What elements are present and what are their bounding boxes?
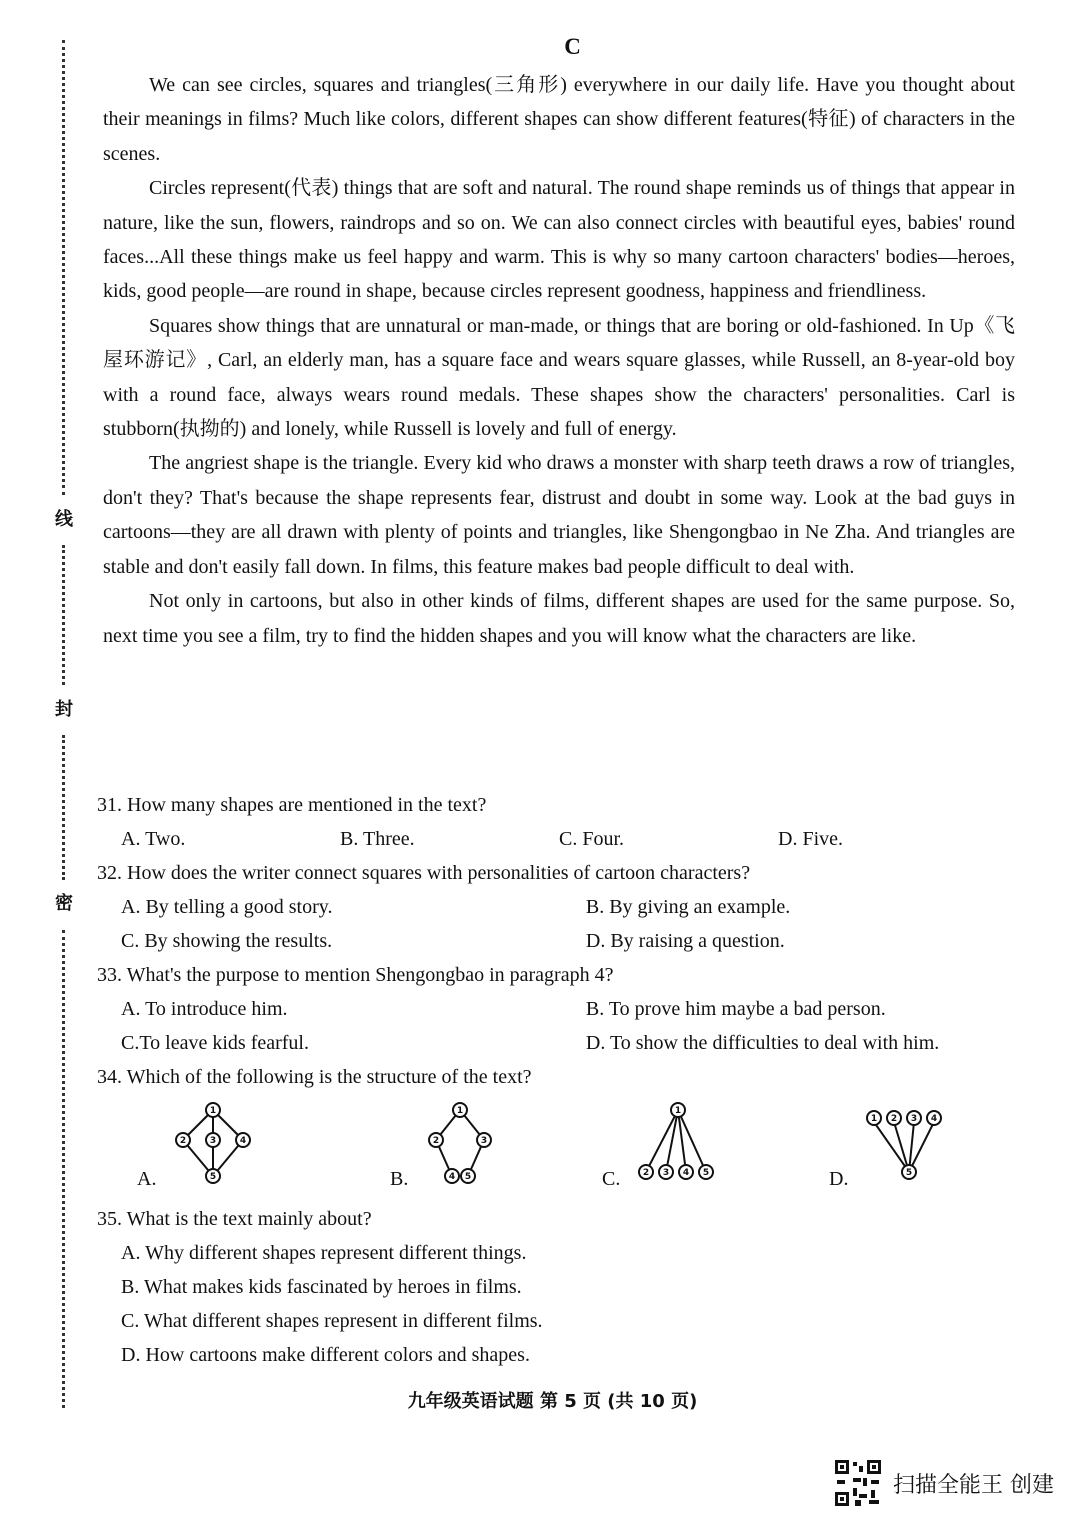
binding-dotted-line <box>62 40 65 495</box>
binding-dotted-line <box>62 930 65 1408</box>
option-a: A. <box>137 1168 157 1190</box>
svg-text:1: 1 <box>674 1106 682 1116</box>
option-a: A. By telling a good story. <box>121 896 333 918</box>
option-b: B. <box>390 1168 409 1190</box>
option-b: B. Three. <box>340 828 415 850</box>
question-stem: 35. What is the text mainly about? <box>97 1208 372 1230</box>
svg-text:5: 5 <box>464 1172 472 1182</box>
svg-text:4: 4 <box>682 1168 690 1178</box>
binding-dotted-line <box>62 735 65 880</box>
binding-mark-mi: 密 <box>52 892 76 916</box>
binding-mark-xian: 线 <box>52 508 76 532</box>
svg-text:3: 3 <box>910 1114 918 1124</box>
diagram-d <box>829 1096 989 1200</box>
svg-text:5: 5 <box>905 1168 913 1178</box>
passage-paragraph: We can see circles, squares and triangles(三角形) everywhere in our daily life. Have you thought about their meanings in films? Much like colors, different shapes can show different features(特征) of characters in the scenes. <box>103 74 1015 165</box>
svg-text:2: 2 <box>432 1136 440 1146</box>
option-b: B. What makes kids fascinated by heroes in films. <box>121 1276 522 1298</box>
svg-text:2: 2 <box>890 1114 898 1124</box>
diagram-a <box>137 1096 277 1200</box>
option-d: D. By raising a question. <box>585 930 785 952</box>
diagram-c-graph <box>602 1096 742 1200</box>
diagram-b-graph <box>390 1096 530 1200</box>
svg-text:4: 4 <box>448 1172 456 1182</box>
binding-mark-feng: 封 <box>52 698 76 722</box>
svg-text:1: 1 <box>870 1114 878 1124</box>
page-footer: 九年级英语试题 第 5 页 (共 10 页) <box>407 1391 698 1412</box>
option-c: C. Four. <box>559 828 625 850</box>
option-c: C. <box>602 1168 621 1190</box>
option-d: D. How cartoons make different colors and shapes. <box>121 1344 530 1366</box>
option-d: D. To show the difficulties to deal with him. <box>585 1032 940 1054</box>
question-stem: 33. What's the purpose to mention Shengongbao in paragraph 4? <box>97 964 614 986</box>
diagram-a-graph <box>137 1096 277 1200</box>
option-list <box>97 822 1015 856</box>
passage-paragraph: Circles represent(代表) things that are soft and natural. The round shape reminds us of things that appear in nature, like the sun, flowers, raindrops and so on. We can also connect circles with beautiful eyes, babies' round faces...All these things make us feel happy and warm. This is why so many cartoon characters' bodies—heroes, kids, good people—are round in shape, because circles represent goodness, happiness and friendliness. <box>103 177 1015 303</box>
option-list <box>97 1236 1015 1372</box>
watermark-text: 扫描全能王 创建 <box>893 1472 1054 1498</box>
question-35 <box>97 1202 1015 1372</box>
structure-diagrams <box>97 1096 1015 1200</box>
option-d: D. Five. <box>778 828 844 850</box>
option-c: C.To leave kids fearful. <box>121 1032 309 1054</box>
diagram-d-graph <box>829 1096 989 1200</box>
binding-dotted-line <box>62 545 65 685</box>
option-d: D. <box>829 1168 849 1190</box>
diagram-c <box>602 1096 742 1200</box>
option-c: C. By showing the results. <box>121 930 333 952</box>
svg-text:3: 3 <box>209 1136 217 1146</box>
question-stem: 34. Which of the following is the structure of the text? <box>97 1066 532 1088</box>
option-list <box>97 992 1015 1060</box>
question-34 <box>97 1060 1015 1200</box>
option-a: A. Why different shapes represent different things. <box>121 1242 527 1264</box>
section-letter: C <box>564 34 581 59</box>
option-b: B. To prove him maybe a bad person. <box>585 998 886 1020</box>
question-stem: 32. How does the writer connect squares with personalities of cartoon characters? <box>97 862 751 884</box>
question-list <box>97 788 1015 1372</box>
svg-text:5: 5 <box>702 1168 710 1178</box>
question-33 <box>97 958 1015 1060</box>
passage-paragraph: Not only in cartoons, but also in other kinds of films, different shapes are used for the same purpose. So, next time you see a film, try to find the hidden shapes and you will know what the characters are like. <box>103 590 1015 647</box>
reading-passage <box>103 68 1015 653</box>
svg-text:2: 2 <box>642 1168 650 1178</box>
question-31 <box>97 788 1015 856</box>
svg-text:3: 3 <box>480 1136 488 1146</box>
qr-code-icon <box>833 1458 883 1508</box>
option-c: C. What different shapes represent in different films. <box>121 1310 543 1332</box>
option-list <box>97 890 1015 958</box>
passage-paragraph: The angriest shape is the triangle. Every kid who draws a monster with sharp teeth draws a row of triangles, don't they? That's because the shape represents fear, distrust and doubt in some way. Look at the bad guys in cartoons—they are all drawn with plenty of points and triangles, like Shengongbao in Ne Zha. And triangles are stable and don't easily fall down. In films, this feature makes bad people difficult to deal with. <box>103 452 1015 578</box>
binding-margin <box>52 40 76 1410</box>
svg-text:1: 1 <box>456 1106 464 1116</box>
question-stem: 31. How many shapes are mentioned in the text? <box>97 794 487 816</box>
svg-text:2: 2 <box>179 1136 187 1146</box>
diagram-b <box>390 1096 530 1200</box>
svg-text:1: 1 <box>209 1106 217 1116</box>
svg-text:4: 4 <box>239 1136 247 1146</box>
question-32 <box>97 856 1015 958</box>
passage-paragraph: Squares show things that are unnatural or man-made, or things that are boring or old-fashioned. In Up《飞屋环游记》, Carl, an elderly man, has a square face and wears square glasses, while Russell, an 8-year-old boy with a round face, always wears round medals. These shapes show the characters' personalities. Carl is stubborn(执拗的) and lonely, while Russell is lovely and full of energy. <box>103 314 1015 441</box>
svg-text:5: 5 <box>209 1172 217 1182</box>
svg-text:4: 4 <box>930 1114 938 1124</box>
svg-text:3: 3 <box>662 1168 670 1178</box>
option-a: A. To introduce him. <box>121 998 288 1020</box>
option-a: A. Two. <box>121 828 186 850</box>
option-b: B. By giving an example. <box>585 896 791 918</box>
scanner-watermark <box>833 1458 1054 1508</box>
